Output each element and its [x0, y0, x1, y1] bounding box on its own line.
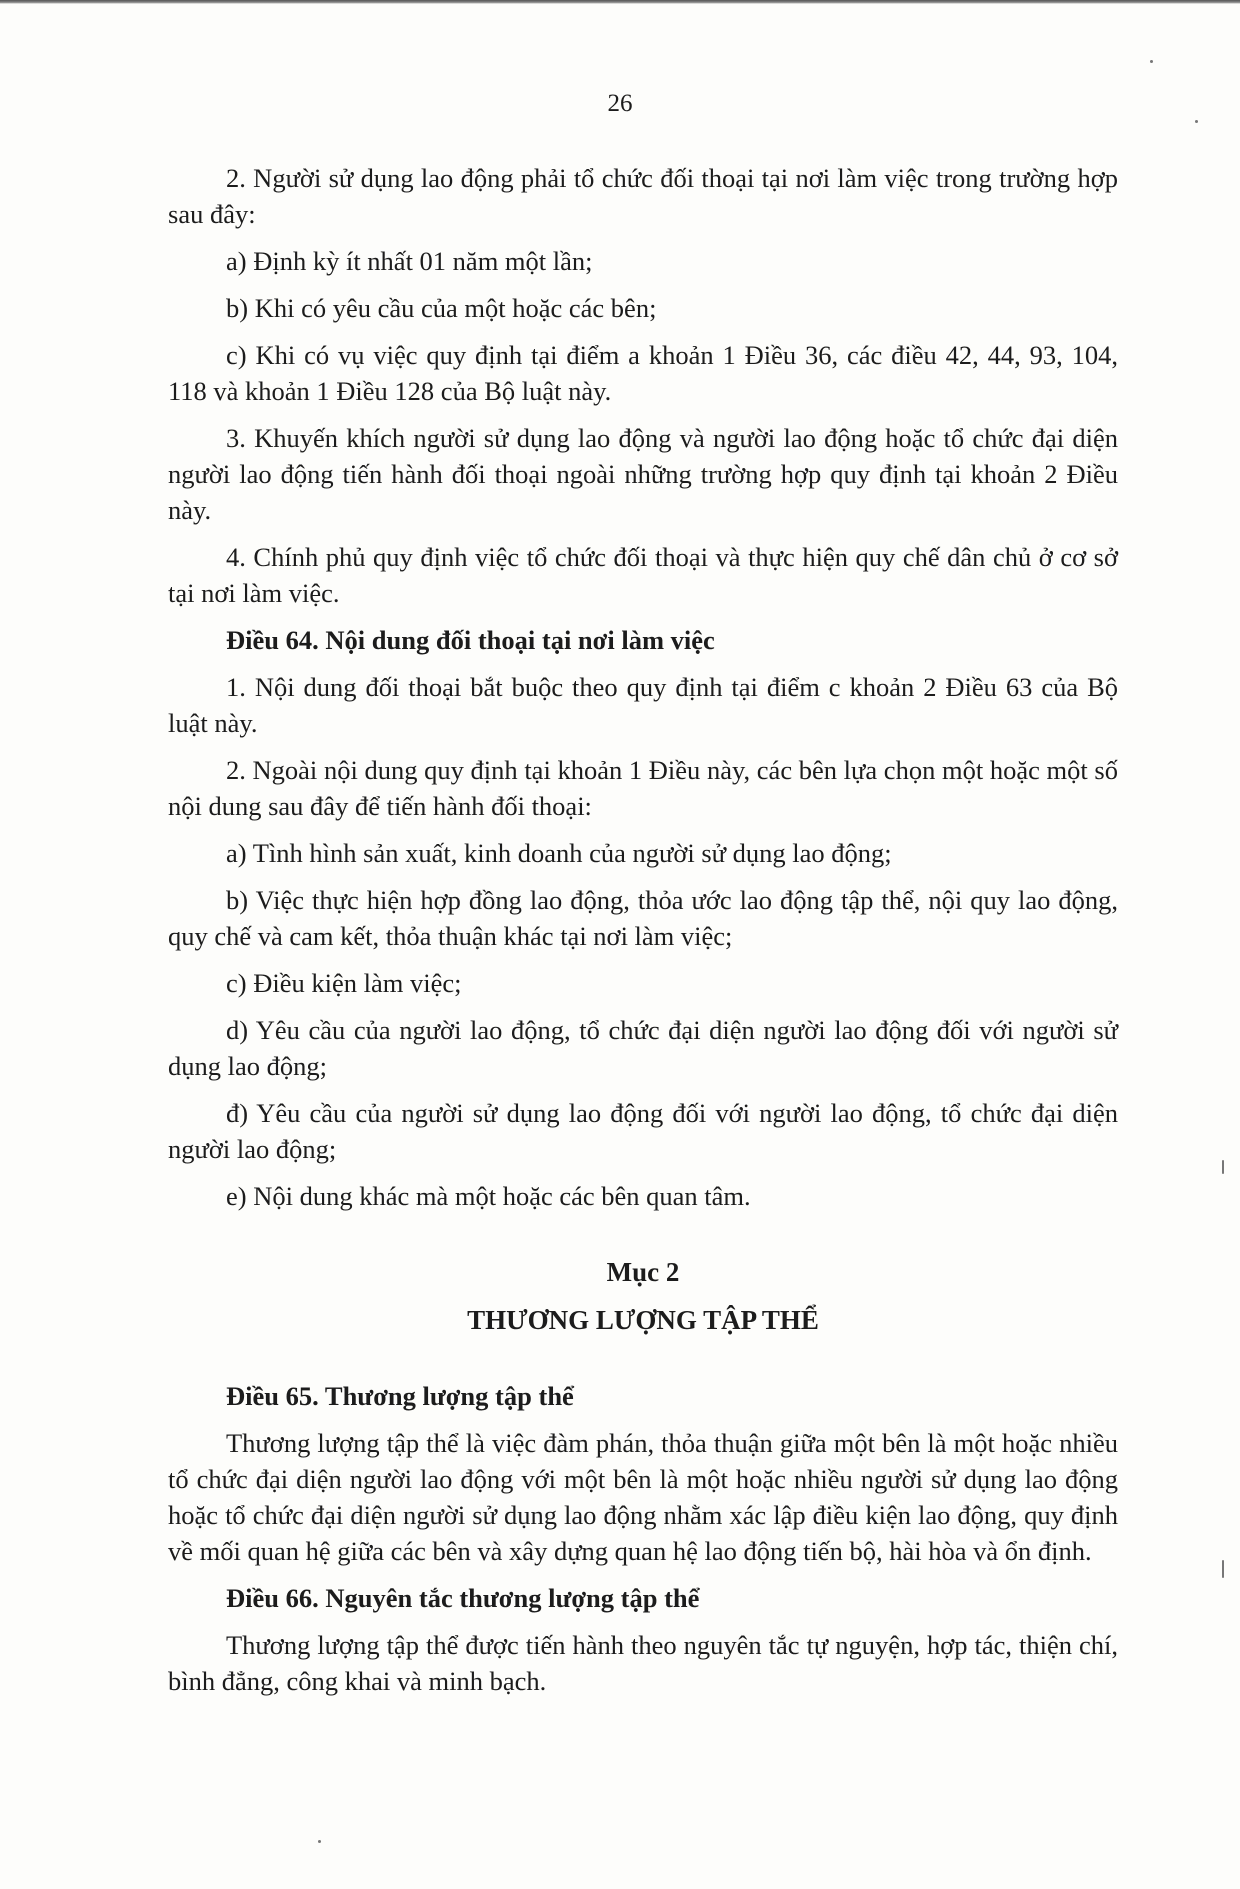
paragraph: Thương lượng tập thể là việc đàm phán, thỏa thuận giữa một bên là một hoặc nhiều tổ chức đại diện người lao động với một bên là một hoặc nhiều người sử dụng lao động hoặc tổ chức đại diện người sử dụng lao động nhằm xác lập điều kiện lao động, quy định về mối quan hệ giữa các bên và xây dựng quan hệ lao động tiến bộ, hài hòa và ổn định.: [168, 1428, 1118, 1566]
article-heading: Điều 64. Nội dung đối thoại tại nơi làm việc: [226, 625, 715, 655]
paragraph: 1. Nội dung đối thoại bắt buộc theo quy định tại điểm c khoản 2 Điều 63 của Bộ luật này.: [168, 672, 1118, 738]
scan-speck: [1222, 1560, 1224, 1578]
scan-speck: [1222, 1160, 1224, 1174]
scan-top-edge: [0, 0, 1240, 4]
scan-speck: [1150, 60, 1153, 63]
list-item: e) Nội dung khác mà một hoặc các bên quan tâm.: [226, 1181, 751, 1211]
list-item: b) Việc thực hiện hợp đồng lao động, thỏa ước lao động tập thể, nội quy lao động, quy chế và cam kết, thỏa thuận khác tại nơi làm việc;: [168, 885, 1118, 951]
list-item: d) Yêu cầu của người lao động, tổ chức đại diện người lao động đối với người sử dụng lao động;: [168, 1015, 1118, 1081]
list-item: c) Điều kiện làm việc;: [226, 968, 462, 998]
page-number: 26: [607, 90, 633, 117]
paragraph: Thương lượng tập thể được tiến hành theo nguyên tắc tự nguyện, hợp tác, thiện chí, bình đẳng, công khai và minh bạch.: [168, 1630, 1118, 1696]
paragraph: 2. Ngoài nội dung quy định tại khoản 1 Điều này, các bên lựa chọn một hoặc một số nội dung sau đây để tiến hành đối thoại:: [168, 755, 1118, 821]
list-item: c) Khi có vụ việc quy định tại điểm a khoản 1 Điều 36, các điều 42, 44, 93, 104, 118 và khoản 1 Điều 128 của Bộ luật này.: [168, 340, 1118, 406]
list-item: a) Định kỳ ít nhất 01 năm một lần;: [226, 246, 593, 276]
list-item: b) Khi có yêu cầu của một hoặc các bên;: [226, 293, 657, 323]
list-item: a) Tình hình sản xuất, kinh doanh của người sử dụng lao động;: [226, 838, 892, 868]
paragraph: 4. Chính phủ quy định việc tổ chức đối thoại và thực hiện quy chế dân chủ ở cơ sở tại nơi làm việc.: [168, 542, 1118, 608]
article-heading: Điều 65. Thương lượng tập thể: [226, 1381, 574, 1411]
paragraph: 3. Khuyến khích người sử dụng lao động và người lao động hoặc tổ chức đại diện người lao động tiến hành đối thoại ngoài những trường hợp quy định tại khoản 2 Điều này.: [168, 423, 1118, 525]
section-title: THƯƠNG LƯỢNG TẬP THỂ: [467, 1305, 819, 1335]
scan-speck: [318, 1840, 321, 1843]
document-body: [168, 160, 1118, 1710]
article-heading: Điều 66. Nguyên tắc thương lượng tập thể: [226, 1583, 700, 1613]
paragraph: 2. Người sử dụng lao động phải tổ chức đối thoại tại nơi làm việc trong trường hợp sau đây:: [168, 163, 1118, 229]
scan-speck: [1195, 120, 1198, 123]
section-label: Mục 2: [606, 1257, 680, 1287]
list-item: đ) Yêu cầu của người sử dụng lao động đối với người lao động, tổ chức đại diện người lao động;: [168, 1098, 1118, 1164]
